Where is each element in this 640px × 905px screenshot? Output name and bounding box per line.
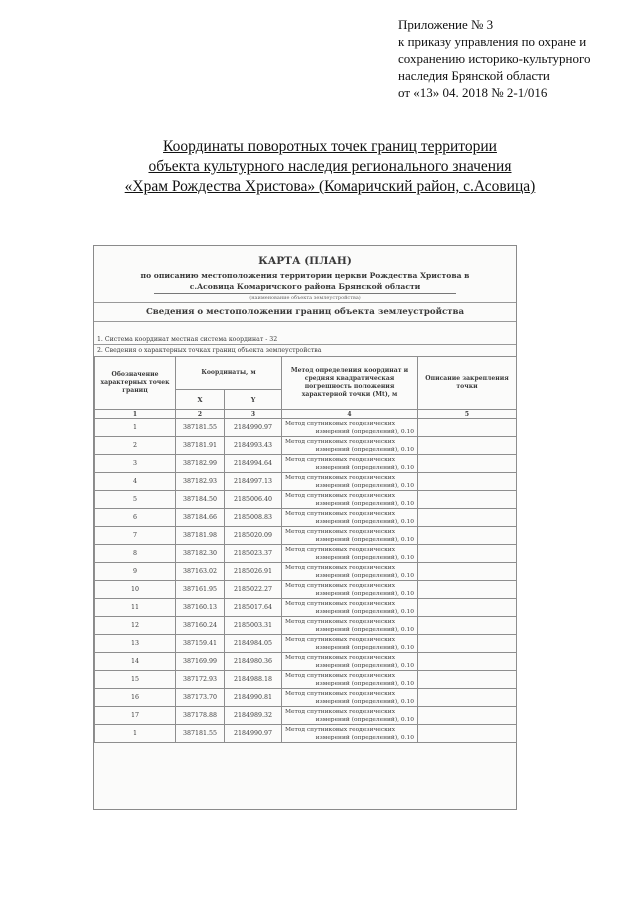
x-coordinate: 387178.88 — [176, 707, 225, 725]
method-cell — [282, 617, 418, 635]
description-cell — [418, 599, 517, 617]
column-number: 3 — [225, 410, 282, 419]
y-coordinate: 2184988.18 — [225, 671, 282, 689]
y-coordinate: 2184990.81 — [225, 689, 282, 707]
method-line: измерений (определений), 0.10 — [315, 572, 415, 579]
table-row — [95, 599, 517, 617]
description-cell — [418, 473, 517, 491]
description-cell — [418, 527, 517, 545]
x-coordinate: 387182.93 — [176, 473, 225, 491]
table-row — [95, 617, 517, 635]
column-numbers-row — [95, 410, 517, 419]
method-line: Метод спутниковых геодезических — [285, 600, 396, 607]
point-number: 8 — [95, 545, 176, 563]
table-row — [95, 725, 517, 743]
y-coordinate: 2185026.91 — [225, 563, 282, 581]
point-number: 5 — [95, 491, 176, 509]
method-cell — [282, 437, 418, 455]
method-line: Метод спутниковых геодезических — [285, 708, 396, 715]
coordinates-table — [94, 356, 517, 743]
method-cell — [282, 581, 418, 599]
column-number: 4 — [282, 410, 418, 419]
method-line: измерений (определений), 0.10 — [315, 644, 415, 651]
document-title — [60, 137, 600, 197]
table-row — [95, 509, 517, 527]
point-number: 11 — [95, 599, 176, 617]
y-coordinate: 2184990.97 — [225, 725, 282, 743]
map-subtitle: с.Асовица Комаричского района Брянской области — [189, 282, 421, 291]
point-number: 13 — [95, 635, 176, 653]
x-coordinate: 387169.99 — [176, 653, 225, 671]
divider — [94, 344, 516, 345]
table-row — [95, 707, 517, 725]
method-line: Метод спутниковых геодезических — [285, 510, 396, 517]
divider — [154, 293, 456, 294]
description-cell — [418, 437, 517, 455]
description-cell — [418, 509, 517, 527]
method-line: измерений (определений), 0.10 — [315, 464, 415, 471]
x-coordinate: 387160.13 — [176, 599, 225, 617]
appendix-line: сохранению историко-культурного — [398, 51, 591, 66]
table-row — [95, 545, 517, 563]
method-cell — [282, 491, 418, 509]
method-line: измерений (определений), 0.10 — [315, 698, 415, 705]
method-line: измерений (определений), 0.10 — [315, 608, 415, 615]
point-number: 12 — [95, 617, 176, 635]
point-number: 9 — [95, 563, 176, 581]
method-line: Метод спутниковых геодезических — [285, 456, 396, 463]
coordinate-system: 1. Система координат местная система координат - 32 — [97, 336, 278, 343]
y-coordinate: 2185017.64 — [225, 599, 282, 617]
method-line: Метод спутниковых геодезических — [285, 438, 396, 445]
method-line: Метод спутниковых геодезических — [285, 654, 396, 661]
method-line: измерений (определений), 0.10 — [315, 716, 415, 723]
section-title: Сведения о местоположении границ объекта землеустройства — [94, 302, 516, 322]
table-row — [95, 653, 517, 671]
method-cell — [282, 707, 418, 725]
method-line: Метод спутниковых геодезических — [285, 582, 396, 589]
point-number: 16 — [95, 689, 176, 707]
appendix-line: наследия Брянской области — [398, 68, 550, 83]
description-cell — [418, 689, 517, 707]
x-coordinate: 387172.93 — [176, 671, 225, 689]
points-info-caption: 2. Сведения о характерных точках границ объекта землеустройства — [97, 347, 322, 354]
x-coordinate: 387184.66 — [176, 509, 225, 527]
x-coordinate: 387181.55 — [176, 725, 225, 743]
method-cell — [282, 527, 418, 545]
y-coordinate: 2185023.37 — [225, 545, 282, 563]
header-y: Y — [225, 390, 282, 410]
y-coordinate: 2185022.27 — [225, 581, 282, 599]
y-coordinate: 2184980.36 — [225, 653, 282, 671]
point-number: 2 — [95, 437, 176, 455]
table-row — [95, 689, 517, 707]
description-cell — [418, 617, 517, 635]
method-line: Метод спутниковых геодезических — [285, 636, 396, 643]
method-cell — [282, 689, 418, 707]
method-cell — [282, 473, 418, 491]
description-cell — [418, 455, 517, 473]
description-cell — [418, 671, 517, 689]
point-number: 10 — [95, 581, 176, 599]
method-cell — [282, 563, 418, 581]
table-row — [95, 671, 517, 689]
y-coordinate: 2185008.83 — [225, 509, 282, 527]
x-coordinate: 387173.70 — [176, 689, 225, 707]
point-number: 17 — [95, 707, 176, 725]
point-number: 1 — [95, 419, 176, 437]
header-coordinates: Координаты, м — [176, 357, 282, 390]
method-line: измерений (определений), 0.10 — [315, 626, 415, 633]
description-cell — [418, 707, 517, 725]
table-row — [95, 437, 517, 455]
header-designation: Обозначение характерных точек границ — [95, 357, 176, 410]
appendix-line: Приложение № 3 — [398, 17, 494, 32]
table-row — [95, 563, 517, 581]
header-method: Метод определения координат и средняя квадратическая погрешность положения характерной точки (Mt), м — [282, 357, 418, 410]
title-line: Координаты поворотных точек границ территории — [163, 138, 497, 155]
method-line: измерений (определений), 0.10 — [315, 518, 415, 525]
y-coordinate: 2184990.97 — [225, 419, 282, 437]
table-row — [95, 581, 517, 599]
column-number: 5 — [418, 410, 517, 419]
column-number: 1 — [95, 410, 176, 419]
method-line: Метод спутниковых геодезических — [285, 672, 396, 679]
description-cell — [418, 419, 517, 437]
map-subtitle: по описанию местоположения территории церкви Рождества Христова в — [140, 271, 470, 280]
method-cell — [282, 545, 418, 563]
appendix-line: к приказу управления по охране и — [398, 34, 587, 49]
method-line: Метод спутниковых геодезических — [285, 492, 396, 499]
point-number: 1 — [95, 725, 176, 743]
method-cell — [282, 635, 418, 653]
method-line: Метод спутниковых геодезических — [285, 690, 396, 697]
method-line: измерений (определений), 0.10 — [315, 662, 415, 669]
description-cell — [418, 545, 517, 563]
method-line: Метод спутниковых геодезических — [285, 564, 396, 571]
method-line: Метод спутниковых геодезических — [285, 618, 396, 625]
method-line: измерений (определений), 0.10 — [315, 536, 415, 543]
subtitle-note: (наименование объекта землеустройства) — [249, 295, 361, 301]
x-coordinate: 387160.24 — [176, 617, 225, 635]
method-line: измерений (определений), 0.10 — [315, 554, 415, 561]
header-description: Описание закрепления точки — [418, 357, 517, 410]
appendix-block — [398, 16, 628, 101]
method-cell — [282, 509, 418, 527]
method-line: Метод спутниковых геодезических — [285, 420, 396, 427]
method-cell — [282, 671, 418, 689]
method-cell — [282, 725, 418, 743]
x-coordinate: 387163.02 — [176, 563, 225, 581]
y-coordinate: 2185020.09 — [225, 527, 282, 545]
point-number: 14 — [95, 653, 176, 671]
method-line: измерений (определений), 0.10 — [315, 680, 415, 687]
table-row — [95, 473, 517, 491]
x-coordinate: 387159.41 — [176, 635, 225, 653]
y-coordinate: 2185003.31 — [225, 617, 282, 635]
method-cell — [282, 419, 418, 437]
method-line: измерений (определений), 0.10 — [315, 500, 415, 507]
appendix-line: от «13» 04. 2018 № 2-1/016 — [398, 85, 548, 100]
description-cell — [418, 581, 517, 599]
x-coordinate: 387184.50 — [176, 491, 225, 509]
x-coordinate: 387181.91 — [176, 437, 225, 455]
method-line: измерений (определений), 0.10 — [315, 446, 415, 453]
y-coordinate: 2184997.13 — [225, 473, 282, 491]
table-row — [95, 527, 517, 545]
table-row — [95, 455, 517, 473]
point-number: 15 — [95, 671, 176, 689]
y-coordinate: 2184989.32 — [225, 707, 282, 725]
description-cell — [418, 725, 517, 743]
method-line: измерений (определений), 0.10 — [315, 590, 415, 597]
x-coordinate: 387182.99 — [176, 455, 225, 473]
description-cell — [418, 635, 517, 653]
x-coordinate: 387182.30 — [176, 545, 225, 563]
x-coordinate: 387181.55 — [176, 419, 225, 437]
method-line: Метод спутниковых геодезических — [285, 474, 396, 481]
y-coordinate: 2185006.40 — [225, 491, 282, 509]
point-number: 6 — [95, 509, 176, 527]
point-number: 4 — [95, 473, 176, 491]
map-title: КАРТА (ПЛАН) — [258, 255, 352, 267]
description-cell — [418, 653, 517, 671]
table-row — [95, 419, 517, 437]
method-line: измерений (определений), 0.10 — [315, 482, 415, 489]
title-line: «Храм Рождества Христова» (Комаричский район, с.Асовица) — [124, 178, 536, 195]
method-line: измерений (определений), 0.10 — [315, 734, 415, 741]
table-row — [95, 491, 517, 509]
point-number: 3 — [95, 455, 176, 473]
y-coordinate: 2184984.05 — [225, 635, 282, 653]
description-cell — [418, 563, 517, 581]
header-x: X — [176, 390, 225, 410]
title-line: объекта культурного наследия регионального значения — [148, 158, 512, 175]
scanned-map-plan — [93, 245, 517, 810]
method-cell — [282, 599, 418, 617]
x-coordinate: 387181.98 — [176, 527, 225, 545]
method-line: измерений (определений), 0.10 — [315, 428, 415, 435]
column-number: 2 — [176, 410, 225, 419]
method-cell — [282, 455, 418, 473]
method-line: Метод спутниковых геодезических — [285, 546, 396, 553]
description-cell — [418, 491, 517, 509]
x-coordinate: 387161.95 — [176, 581, 225, 599]
method-line: Метод спутниковых геодезических — [285, 528, 396, 535]
point-number: 7 — [95, 527, 176, 545]
table-row — [95, 635, 517, 653]
y-coordinate: 2184994.64 — [225, 455, 282, 473]
method-cell — [282, 653, 418, 671]
y-coordinate: 2184993.43 — [225, 437, 282, 455]
method-line: Метод спутниковых геодезических — [285, 726, 396, 733]
